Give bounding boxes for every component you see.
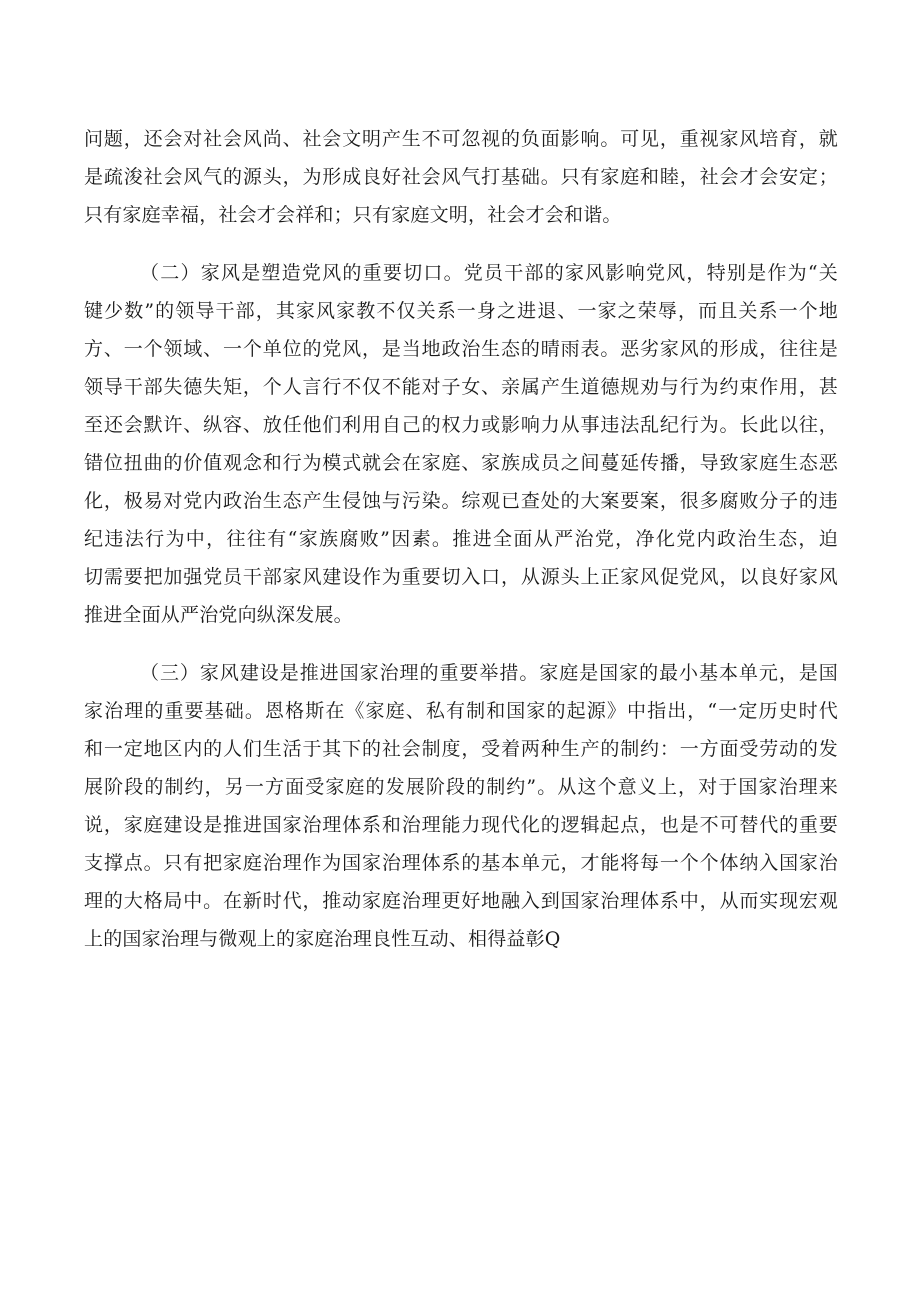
- paragraph-gap: [84, 234, 838, 254]
- paragraph-2-line-4: 领导干部失德失矩，个人言行不仅不能对子女、亲属产生道德规劝与行为约束作用，甚: [84, 376, 838, 398]
- paragraph-1: [84, 120, 838, 234]
- paragraph-2-line-10: 推进全面从严治党向纵深发展。: [84, 604, 353, 626]
- paragraph-2-line-7: 化，极易对党内政治生态产生侵蚀与污染。综观已查处的大案要案，很多腐败分子的违: [84, 490, 838, 512]
- paragraph-1-line-3: 只有家庭幸福，社会才会祥和；只有家庭文明，社会才会和谐。: [84, 204, 622, 226]
- paragraph-gap: [84, 634, 838, 654]
- paragraph-3-line-7: 理的大格局中。在新时代，推动家庭治理更好地融入到国家治理体系中，从而实现宏观: [84, 890, 838, 912]
- paragraph-3-line-2: 家治理的重要基础。恩格斯在《家庭、私有制和国家的起源》中指出，“一定历史时代: [84, 700, 838, 722]
- paragraph-2-line-3: 方、一个领域、一个单位的党风，是当地政治生态的晴雨表。恶劣家风的形成，往往是: [84, 338, 838, 360]
- paragraph-3-line-5: 说，家庭建设是推进国家治理体系和治理能力现代化的逻辑起点，也是不可替代的重要: [84, 814, 838, 836]
- paragraph-2-line-8: 纪违法行为中，往往有“家族腐败”因素。推进全面从严治党，净化党内政治生态，迫: [84, 528, 838, 550]
- paragraph-2-line-6: 错位扭曲的价值观念和行为模式就会在家庭、家族成员之间蔓延传播，导致家庭生态恶: [84, 452, 838, 474]
- paragraph-1-line-2: 是疏浚社会风气的源头，为形成良好社会风气打基础。只有家庭和睦，社会才会安定；: [84, 166, 838, 188]
- paragraph-2-line-2: 键少数”的领导干部，其家风家教不仅关系一身之进退、一家之荣辱，而且关系一个地: [84, 300, 838, 322]
- paragraph-2: [84, 254, 838, 634]
- paragraph-3-line-3: 和一定地区内的人们生活于其下的社会制度，受着两种生产的制约：一方面受劳动的发: [84, 738, 838, 760]
- paragraph-1-line-1: 问题，还会对社会风尚、社会文明产生不可忽视的负面影响。可见，重视家风培育，就: [84, 128, 838, 150]
- paragraph-3-line-1: （三）家风建设是推进国家治理的重要举措。家庭是国家的最小基本单元，是国: [140, 662, 838, 684]
- paragraph-2-line-9: 切需要把加强党员干部家风建设作为重要切入口，从源头上正家风促党风，以良好家风: [84, 566, 838, 588]
- paragraph-3-line-4: 展阶段的制约，另一方面受家庭的发展阶段的制约”。从这个意义上，对于国家治理来: [84, 776, 838, 798]
- document-page: [84, 120, 838, 958]
- paragraph-3-line-8: 上的国家治理与微观上的家庭治理良性互动、相得益彰Q: [84, 928, 561, 950]
- paragraph-2-line-1: （二）家风是塑造党风的重要切口。党员干部的家风影响党风，特别是作为“关: [140, 262, 838, 284]
- paragraph-3: [84, 654, 838, 958]
- paragraph-2-line-5: 至还会默许、纵容、放任他们利用自己的权力或影响力从事违法乱纪行为。长此以往，: [84, 414, 838, 436]
- paragraph-3-line-6: 支撑点。只有把家庭治理作为国家治理体系的基本单元，才能将每一个个体纳入国家治: [84, 852, 838, 874]
